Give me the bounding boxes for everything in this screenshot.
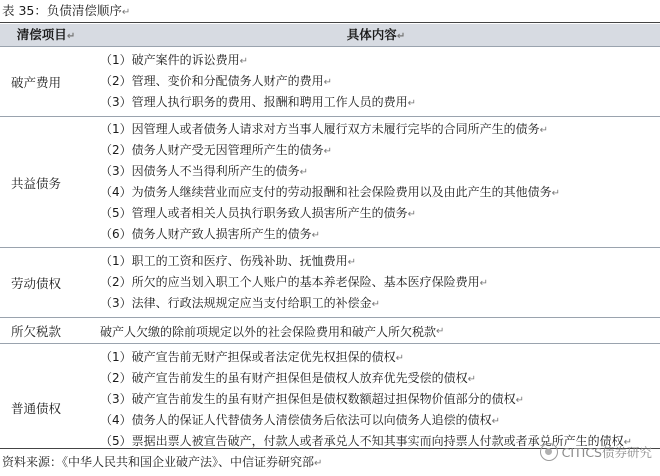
row-category: 破产费用: [11, 75, 62, 90]
list-item: （2）所欠的应当划入职工个人账户的基本养老保险、基本医疗保险费用↵: [100, 275, 489, 289]
source-note: 资料来源：《中华人民共和国企业破产法》、中信证券研究部↵: [2, 455, 323, 469]
table-header: [0, 24, 660, 46]
watermark-text: CITICS债券研究: [561, 445, 652, 460]
list-item: （4）为债务人继续营业而应支付的劳动报酬和社会保险费用以及由此产生的其他债务↵: [100, 185, 561, 199]
table-row-bankruptcy-expenses: [0, 46, 660, 117]
list-item: （3）法律、行政法规规定应当支付给职工的补偿金↵: [100, 296, 381, 310]
watermark: [540, 442, 652, 462]
wechat-logo-icon: [540, 443, 558, 461]
row-category: 所欠税款: [11, 324, 62, 339]
list-item: （1）职工的工资和医疗、伤残补助、抚恤费用↵: [100, 254, 357, 268]
list-item: （2）破产宣告前发生的虽有财产担保但是债权人放弃优先受偿的债权↵: [100, 371, 477, 385]
row-items: [100, 347, 654, 453]
list-item: （3）因债务人不当得利所产生的债务↵: [100, 164, 309, 178]
row-category: 共益债务: [11, 175, 62, 191]
list-item: （3）破产宣告前发生的虽有财产担保但是债权数额超过担保物价值部分的债权↵: [100, 392, 525, 406]
row-items: [100, 50, 654, 113]
list-item: （1）破产案件的诉讼费用↵: [100, 53, 249, 67]
row-text: 破产人欠缴的除前项规定以外的社会保险费用和破产人所欠税款 ↵: [100, 324, 445, 339]
row-items: [100, 119, 654, 245]
row-category: 普通债权: [11, 401, 62, 416]
header-content: 具体内容↵: [346, 27, 406, 42]
list-item: （1）破产宣告前无财产担保或者法定优先权担保的债权↵: [100, 350, 405, 364]
row-category: 劳动债权: [11, 276, 62, 291]
list-item: （1）因管理人或者债务人请求对方当事人履行双方未履行完毕的合同所产生的债务↵: [100, 122, 549, 136]
table-row-common-benefit-debts: [0, 116, 660, 248]
list-item: （3）管理人执行职务的费用、报酬和聘用工作人员的费用↵: [100, 95, 417, 109]
table-top-rule: [0, 22, 660, 23]
list-item: （5）管理人或者相关人员执行职务致人损害所产生的债务↵: [100, 206, 417, 220]
list-item: （2）债务人财产受无因管理所产生的债务↵: [100, 143, 333, 157]
table-row-labor-claims: [0, 247, 660, 318]
list-item: （4）债务人的保证人代替债务人清偿债务后依法可以向债务人追偿的债权↵: [100, 413, 501, 427]
list-item: （5）票据出票人被宣告破产，付款人或者承兑人不知其事实而向持票人付款或者承兑所产生的债权↵: [100, 434, 633, 448]
list-item: （6）债务人财产致人损害所产生的债务↵: [100, 227, 321, 241]
list-item: （2）管理、变价和分配债务人财产的费用↵: [100, 74, 333, 88]
table-row-unpaid-taxes: [0, 317, 660, 344]
row-items: [100, 251, 654, 314]
table-title: 表 35：负债清偿顺序↵: [2, 3, 131, 18]
header-item: 清偿项目↵: [16, 27, 76, 42]
